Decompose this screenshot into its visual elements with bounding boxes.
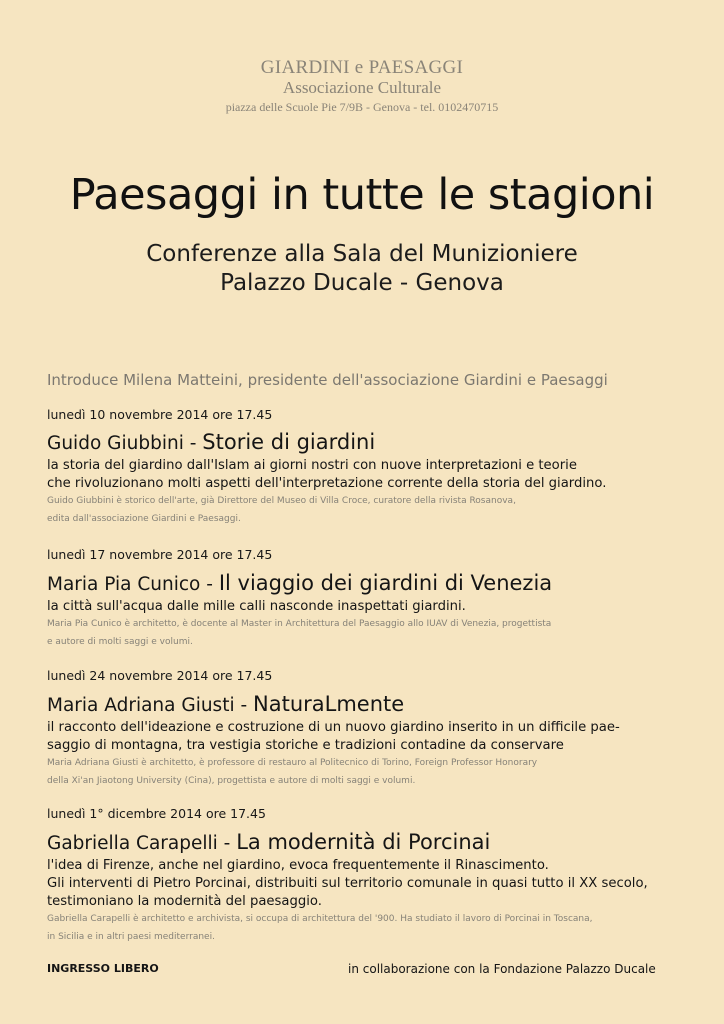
- talk-speaker: Gabriella Carapelli -: [47, 833, 237, 854]
- talk-title: Il viaggio dei giardini di Venezia: [218, 571, 553, 595]
- poster-subtitle-line1: Conferenze alla Sala del Munizioniere: [146, 241, 578, 267]
- talk-heading: [47, 430, 677, 456]
- talk-bio-line: Maria Adriana Giusti è architetto, è professore di restauro al Politecnico di Torino, Foreign Professor Honorary: [47, 758, 538, 768]
- org-address: piazza delle Scuole Pie 7/9B - Genova - tel. 0102470715: [225, 100, 499, 114]
- talk-description-line: testimoniano la modernità del paesaggio.: [47, 894, 322, 909]
- talk-speaker: Maria Pia Cunico -: [47, 574, 219, 595]
- poster-subtitle-line2: Palazzo Ducale - Genova: [220, 270, 504, 296]
- talk-heading: [47, 571, 677, 597]
- talk-date: lunedì 17 novembre 2014 ore 17.45: [47, 547, 273, 562]
- talk-block: [47, 692, 677, 790]
- free-entry-label: INGRESSO LIBERO: [47, 962, 159, 975]
- talk-description-line: che rivoluzionano molti aspetti dell'interpretazione corrente della storia del giardino.: [47, 476, 607, 491]
- talk-bio-line: e autore di molti saggi e volumi.: [47, 637, 193, 647]
- talk-description-line: Gli interventi di Pietro Porcinai, distribuiti sul territorio comunale in quasi tutto il XX secolo,: [47, 876, 648, 891]
- talk-block: [47, 571, 677, 651]
- talk-speaker: Maria Adriana Giusti -: [47, 695, 254, 716]
- talk-title: NaturaLmente: [253, 692, 405, 716]
- talk-bio-line: Gabriella Carapelli è architetto e archivista, si occupa di architettura del '900. Ha studiato il lavoro di Porcinai in Toscana,: [47, 914, 593, 924]
- talk-bio-line: edita dall'associazione Giardini e Paesaggi.: [47, 514, 241, 524]
- talk-date: lunedì 1° dicembre 2014 ore 17.45: [47, 806, 266, 821]
- talk-bio-line: della Xi'an Jiaotong University (Cina), progettista e autore di molti saggi e volumi.: [47, 776, 416, 786]
- org-name: GIARDINI e PAESAGGI: [260, 57, 464, 78]
- poster-title: Paesaggi in tutte le stagioni: [69, 170, 655, 220]
- talk-description-line: la città sull'acqua dalle mille calli nasconde inaspettati giardini.: [47, 599, 466, 614]
- org-subtitle: Associazione Culturale: [282, 78, 442, 97]
- talk-bio-line: in Sicilia e in altri paesi mediterranei.: [47, 932, 215, 942]
- intro-text: Introduce Milena Matteini, presidente dell'associazione Giardini e Paesaggi: [47, 371, 608, 389]
- talk-bio-line: Maria Pia Cunico è architetto, è docente al Master in Architettura del Paesaggio allo IUAV di Venezia, progettista: [47, 619, 552, 629]
- talk-description-line: l'idea di Firenze, anche nel giardino, evoca frequentemente il Rinascimento.: [47, 858, 549, 873]
- talk-block: [47, 830, 677, 946]
- talk-speaker: Guido Giubbini -: [47, 433, 203, 454]
- talk-description-line: il racconto dell'ideazione e costruzione di un nuovo giardino inserito in un difficile pae-: [47, 720, 620, 735]
- talk-heading: [47, 830, 677, 856]
- talk-title: La modernità di Porcinai: [236, 830, 491, 854]
- talk-block: [47, 430, 677, 528]
- talk-date: lunedì 24 novembre 2014 ore 17.45: [47, 668, 273, 683]
- collaboration-note: in collaborazione con la Fondazione Palazzo Ducale: [348, 962, 656, 976]
- talk-description-line: saggio di montagna, tra vestigia storiche e tradizioni contadine da conservare: [47, 738, 564, 753]
- talk-date: lunedì 10 novembre 2014 ore 17.45: [47, 407, 273, 422]
- talk-heading: [47, 692, 677, 718]
- talk-title: Storie di giardini: [202, 430, 376, 454]
- talk-bio-line: Guido Giubbini è storico dell'arte, già Direttore del Museo di Villa Croce, curatore della rivista Rosanova,: [47, 496, 516, 506]
- talk-description-line: la storia del giardino dall'Islam ai giorni nostri con nuove interpretazioni e teorie: [47, 458, 577, 473]
